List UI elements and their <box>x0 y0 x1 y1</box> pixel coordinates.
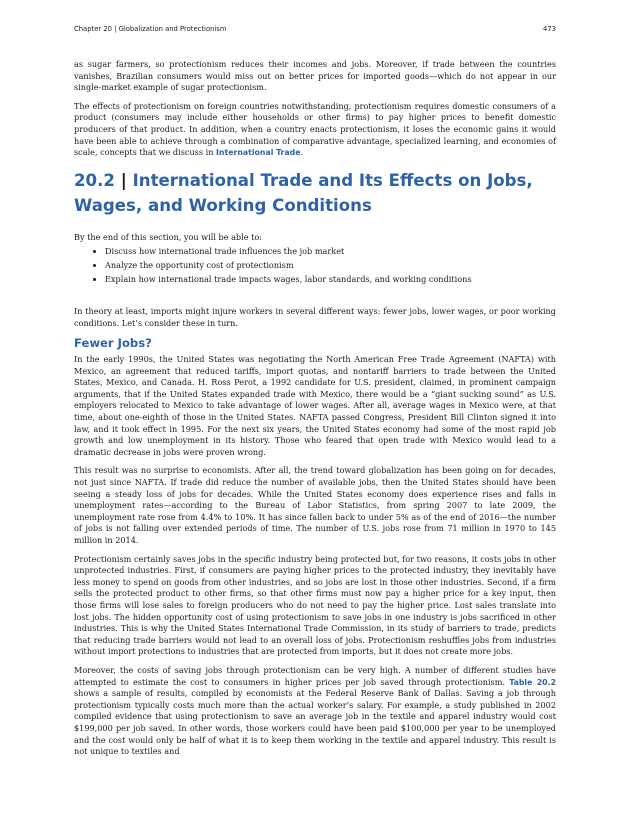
paragraph-text-end: shows a sample of results, compiled by economists at the Federal Reserve Bank of Dallas. Saving a job through protectionism typically costs much more than the actual worker’s salary. For example, a study published in 2002 compiled evidence that using protectionism to save an average job in the textile and apparel industry would cost $199,000 per job saved. In other words, those workers could have been paid $100,000 per year to be unemployed and the cost would only be half of what it is to keep them working in the textile and apparel industry. This result is not unique to textiles and <box>74 688 556 757</box>
objective-item: • Discuss how international trade influences the job market <box>105 246 556 258</box>
paragraph-end: . <box>300 147 304 158</box>
page-number: 473 <box>543 25 556 33</box>
subsection-heading: Fewer Jobs? <box>74 336 152 351</box>
paragraph-text: Moreover, the costs of saving jobs through protectionism can be very high. A number of different studies have attempted to estimate the cost to consumers in higher prices per job saved through protectionism. <box>74 664 556 687</box>
paragraph-nafta: In the early 1990s, the United States was negotiating the North American Free Trade Agreement (NAFTA) with Mexico, an agreement that reduced tariffs, import quotas, and nontariff barriers to trade between the United States, Mexico, and Canada. H. Ross Perot, a 1992 candidate for U.S. president, claimed, in prominent campaign arguments, that if the United States expanded trade with Mexico, there would be a “giant sucking sound” as U.S. employers relocated to Mexico to take advantage of lower wages. After all, average wages in Mexico were, at that time, about one-eighth of those in the United States. NAFTA passed Congress, President Bill Clinton signed it into law, and it took effect in 1995. For the next six years, the United States economy had some of the most rapid job growth and low unemployment in its history. Those who feared that open trade with Mexico would lead to a dramatic decrease in jobs were proven wrong. <box>74 354 556 457</box>
objectives-intro: By the end of this section, you will be able to: <box>74 231 263 242</box>
running-header <box>74 25 556 33</box>
paragraph-protectionism-jobs: Protectionism certainly saves jobs in the specific industry being protected but, for two reasons, it costs jobs in other unprotected industries. First, if consumers are paying higher prices to the protected industry, they inevitably have less money to spend on goods from other industries, and so jobs are lost in those other industries. Second, if a firm sells the protected product to other firms, so that other firms must now pay a higher price for a key input, then those firms will lose sales to foreign producers who do not need to pay the higher price. Lost sales translate into lost jobs. The hidden opportunity cost of using protectionism to save jobs in one industry is jobs sacrificed in other industries. This is why the United States International Trade Commission, in its study of barriers to trade, predicts that reducing trade barriers would not lead to an overall loss of jobs. Protectionism reshuffles jobs from industries without import protections to industries that are protected from imports, but it does not create more jobs. <box>74 553 556 657</box>
objective-item: • Explain how international trade impacts wages, labor standards, and working conditions <box>105 274 556 286</box>
intro-paragraph: In theory at least, imports might injure workers in several different ways: fewer jobs, lower wages, or poor working conditions. Let’s consider these in turn. <box>74 305 556 328</box>
paragraph-continued: as sugar farmers, so protectionism reduces their incomes and jobs. Moreover, if trade between the countries vanishes, Brazilian consumers would miss out on better prices for imported goods—which do not appear in our single-market example of sugar protectionism. <box>74 59 556 93</box>
section-title: International Trade and Its Effects on Jobs, Wages, and Working Conditions <box>74 170 533 215</box>
paragraph-economists: This result was no surprise to economists. After all, the trend toward globalization has been going on for decades, not just since NAFTA. If trade did reduce the number of available jobs, then the United States should have been seeing a steady loss of jobs for decades. While the United States economy does experience rises and falls in unemployment rates—according to the Bureau of Labor Statistics, from spring 2007 to late 2009, the unemployment rate rose from 4.4% to 10%. It has since fallen back to under 5% as of the end of 2016—the number of jobs is not falling over extended periods of time. The number of U.S. jobs rose from 71 million in 1970 to 145 million in 2014. <box>74 465 556 545</box>
page-content <box>74 59 556 765</box>
chapter-header: Chapter 20 | Globalization and Protectionism <box>74 25 227 33</box>
section-heading <box>74 168 556 218</box>
objective-item: • Analyze the opportunity cost of protectionism <box>105 260 556 272</box>
paragraph-protectionism-effects <box>74 101 556 159</box>
paragraph-cost-of-saving-jobs <box>74 665 556 758</box>
section-separator: | <box>120 170 127 190</box>
international-trade-link[interactable]: International Trade <box>216 148 301 158</box>
table-20-2-link[interactable]: Table 20.2 <box>509 677 556 687</box>
section-number: 20.2 <box>74 170 115 190</box>
paragraph-text: The effects of protectionism on foreign countries notwithstanding, protectionism requires domestic consumers of a product (consumers may include either households or other firms) to pay higher prices to benefit domestic producers of that product. In addition, when a country enacts protectionism, it loses the economic gains it would have been able to achieve through a combination of comparative advantage, specialized learning, and economies of scale, concepts that we discuss in <box>74 100 556 158</box>
learning-objectives-list <box>74 246 556 286</box>
